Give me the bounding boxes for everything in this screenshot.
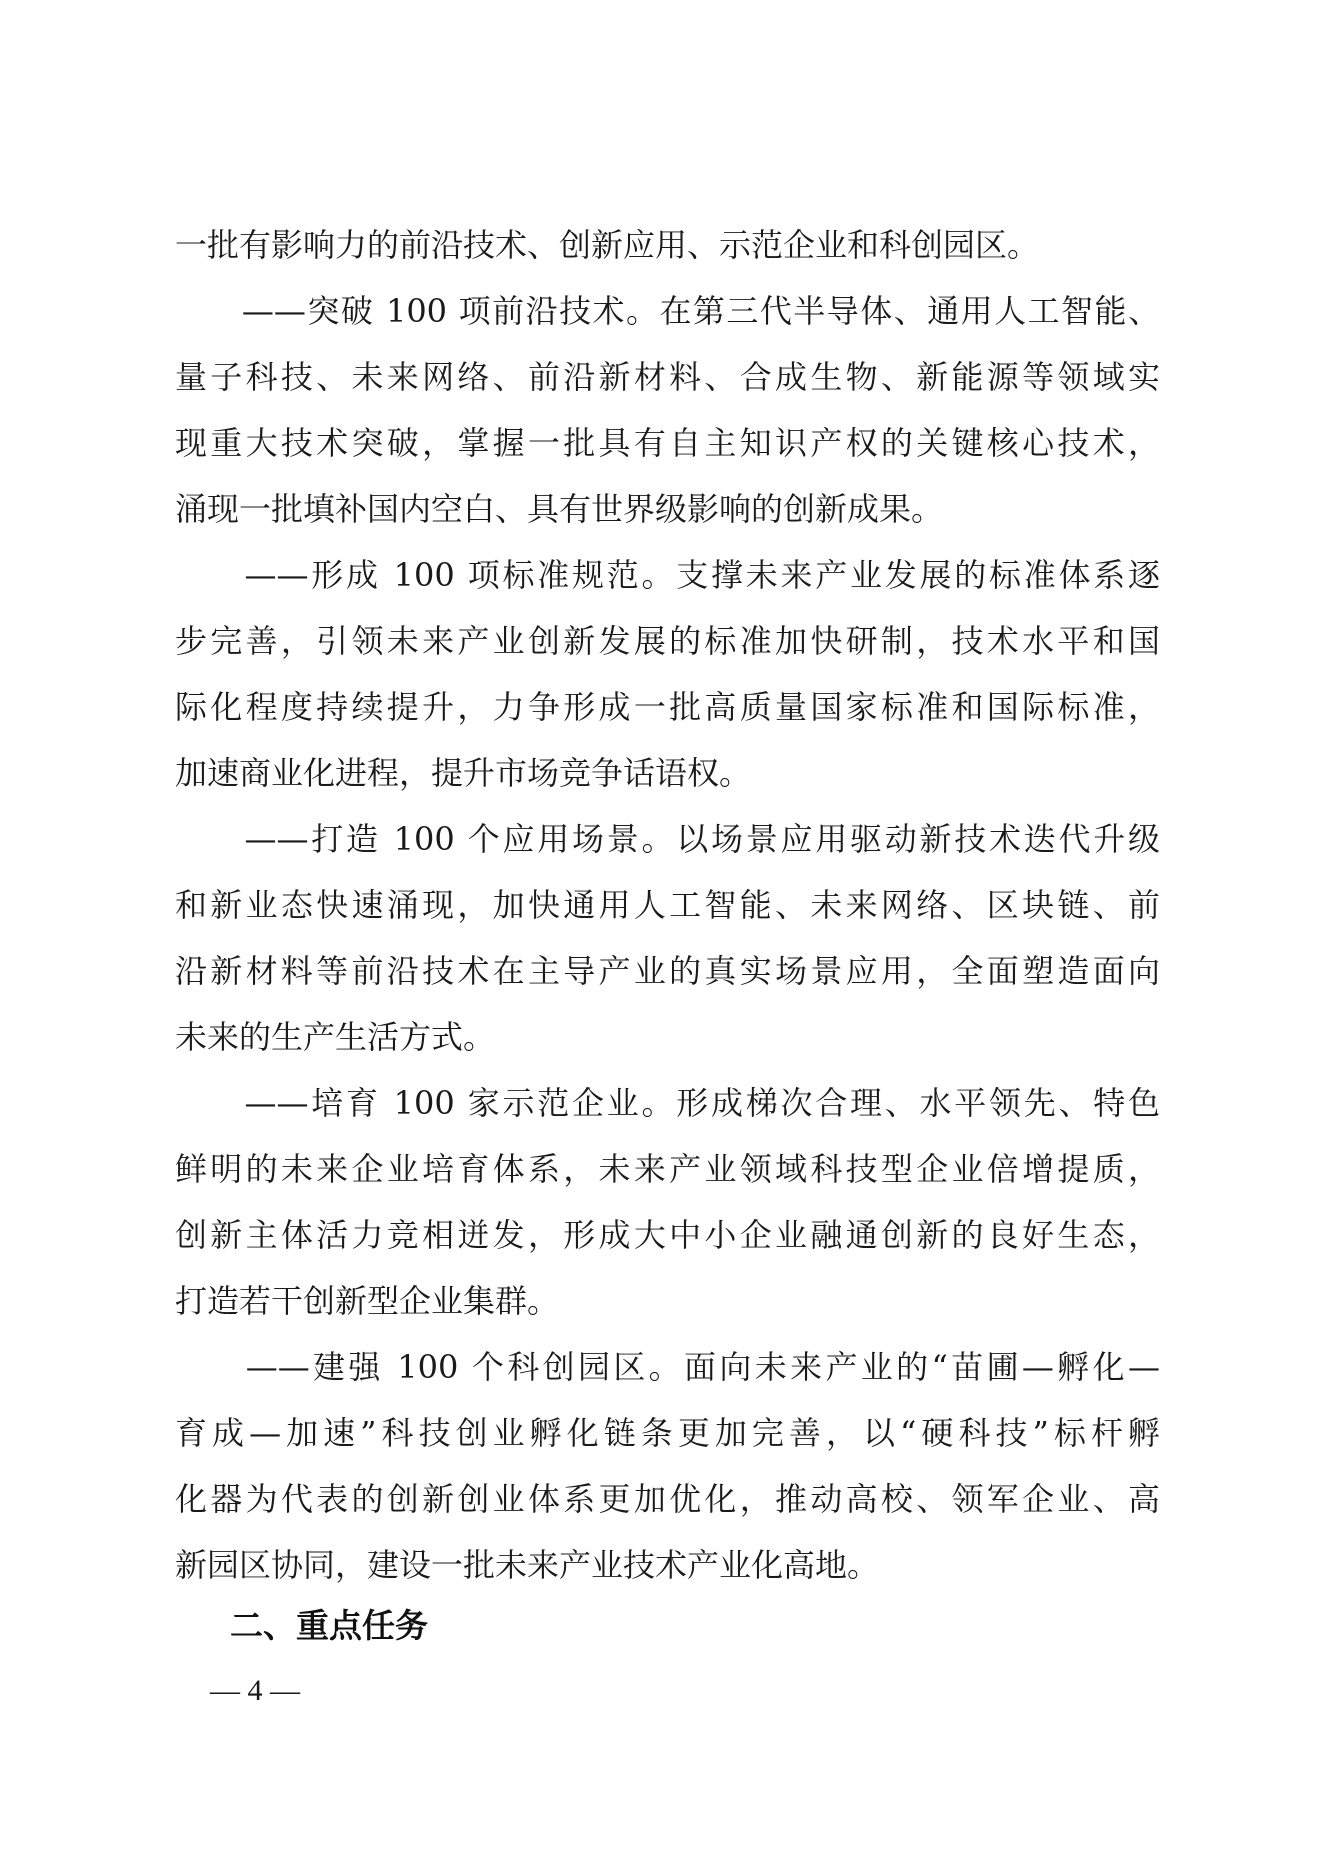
text-line-12: 沿新材料等前沿技术在主导产业的真实场景应用，全面塑造面向 bbox=[175, 952, 1160, 990]
text-line-5: 涌现一批填补国内空白、具有世界级影响的创新成果。 bbox=[175, 490, 944, 528]
page-number: — 4 — bbox=[210, 1674, 300, 1707]
body-text bbox=[175, 212, 1160, 1598]
text-line-13: 未来的生产生活方式。 bbox=[175, 1018, 496, 1056]
text-line-1: 一批有影响力的前沿技术、创新应用、示范企业和科创园区。 bbox=[175, 226, 1040, 264]
text-line-9: 加速商业化进程，提升市场竞争话语权。 bbox=[175, 754, 752, 792]
text-line-17: 打造若干创新型企业集群。 bbox=[175, 1282, 560, 1320]
text-line-7: 步完善，引领未来产业创新发展的标准加快研制，技术水平和国 bbox=[175, 622, 1160, 660]
section-heading: 二、重点任务 bbox=[230, 1606, 428, 1645]
text-line-15: 鲜明的未来企业培育体系，未来产业领域科技型企业倍增提质， bbox=[175, 1150, 1160, 1188]
text-line-20: 化器为代表的创新创业体系更加优化，推动高校、领军企业、高 bbox=[175, 1480, 1160, 1518]
text-line-2: ——突破 100 项前沿技术。在第三代半导体、通用人工智能、 bbox=[175, 292, 1160, 330]
text-line-11: 和新业态快速涌现，加快通用人工智能、未来网络、区块链、前 bbox=[175, 886, 1160, 924]
text-line-4: 现重大技术突破，掌握一批具有自主知识产权的关键核心技术， bbox=[175, 424, 1160, 462]
text-line-8: 际化程度持续提升，力争形成一批高质量国家标准和国际标准， bbox=[175, 688, 1160, 726]
text-line-18: ——建强 100 个科创园区。面向未来产业的“苗圃—孵化— bbox=[175, 1348, 1160, 1386]
text-line-19: 育成—加速”科技创业孵化链条更加完善，以“硬科技”标杆孵 bbox=[175, 1414, 1160, 1452]
text-line-21: 新园区协同，建设一批未来产业技术产业化高地。 bbox=[175, 1546, 880, 1584]
text-line-14: ——培育 100 家示范企业。形成梯次合理、水平领先、特色 bbox=[175, 1084, 1160, 1122]
text-line-16: 创新主体活力竞相迸发，形成大中小企业融通创新的良好生态， bbox=[175, 1216, 1160, 1254]
text-line-10: ——打造 100 个应用场景。以场景应用驱动新技术迭代升级 bbox=[175, 820, 1160, 858]
text-line-3: 量子科技、未来网络、前沿新材料、合成生物、新能源等领域实 bbox=[175, 358, 1160, 396]
text-line-6: ——形成 100 项标准规范。支撑未来产业发展的标准体系逐 bbox=[175, 556, 1160, 594]
